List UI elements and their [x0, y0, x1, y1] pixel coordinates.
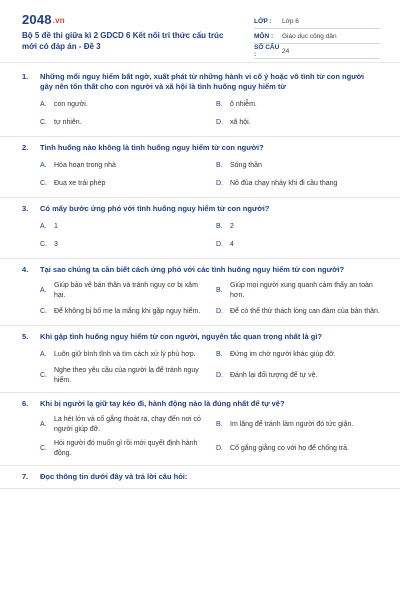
answer-option[interactable]: [216, 281, 388, 301]
answer-text: 1: [54, 223, 58, 230]
answer-letter: A.: [40, 287, 47, 294]
page-header: [0, 0, 400, 63]
answer-option[interactable]: [216, 439, 388, 459]
answer-option[interactable]: [40, 281, 212, 301]
answer-option[interactable]: [216, 348, 388, 362]
answer-text: xã hội.: [230, 119, 251, 126]
meta-value: 24: [282, 47, 290, 55]
answer-letter: C.: [40, 308, 47, 315]
answer-option[interactable]: [40, 177, 212, 191]
meta-row-count: [254, 44, 380, 59]
answer-text: Cố gắng giằng co với họ để chống trả.: [230, 445, 350, 452]
answer-option[interactable]: [40, 415, 212, 435]
question-item: [0, 332, 400, 393]
answer-text: Giúp bảo vệ bản thân và tránh nguy cơ bị xâm hại.: [54, 282, 198, 299]
question-text: Khi bị người lạ giữ tay kéo đi, hành động nào là đúng nhất để tự vệ?: [40, 399, 285, 408]
answer-options: [0, 415, 400, 459]
answer-letter: C.: [40, 119, 47, 126]
answer-text: Nghe theo yêu cầu của người lạ để tránh nguy hiểm.: [54, 367, 199, 384]
answer-text: ô nhiễm.: [230, 101, 257, 108]
answer-text: Đua xe trái phép: [54, 180, 106, 187]
question-text: Tình huống nào không là tình huống nguy hiểm từ con người?: [40, 143, 264, 152]
answer-letter: B.: [216, 287, 223, 294]
answer-text: Luôn giữ bình tĩnh và tìm cách xử lý phù hợp.: [54, 351, 196, 358]
meta-value: Giáo dục công dân: [282, 32, 337, 40]
answer-option[interactable]: [216, 366, 388, 386]
answer-text: tự nhiên.: [54, 119, 82, 126]
answer-option[interactable]: [40, 348, 212, 362]
question-number: 4.: [22, 265, 29, 274]
answer-text: Hỏi người đó muốn gì rồi mới quyết định hành động.: [54, 440, 198, 457]
answer-letter: A.: [40, 421, 47, 428]
question-text: Khi gặp tình huống nguy hiểm từ con người, nguyên tắc quan trọng nhất là gì?: [40, 332, 323, 341]
answer-letter: D.: [216, 445, 223, 452]
answer-option[interactable]: [216, 159, 388, 173]
answer-options: [0, 98, 400, 130]
meta-label: LỚP :: [254, 17, 272, 25]
question-item: [0, 472, 400, 489]
answer-options: [0, 220, 400, 252]
logo-tld: .vn: [52, 16, 65, 25]
answer-letter: D.: [216, 241, 223, 248]
answer-text: 2: [230, 223, 234, 230]
question-item: [0, 204, 400, 259]
meta-row-grade: [254, 14, 380, 29]
logo-text: 2048: [22, 12, 52, 27]
answer-options: [0, 281, 400, 319]
answer-option[interactable]: [216, 177, 388, 191]
answer-option[interactable]: [40, 116, 212, 130]
answer-letter: D.: [216, 308, 223, 315]
answer-option[interactable]: [216, 238, 388, 252]
question-header: [0, 204, 400, 214]
answer-option[interactable]: [40, 220, 212, 234]
question-text: Đọc thông tin dưới đây và trả lời câu hỏi:: [40, 472, 188, 481]
question-number: 5.: [22, 332, 29, 341]
answer-options: [0, 159, 400, 191]
answer-letter: C.: [40, 180, 47, 187]
question-header: [0, 399, 400, 409]
answer-text: con người.: [54, 101, 88, 108]
answer-option[interactable]: [216, 415, 388, 435]
answer-letter: B.: [216, 101, 223, 108]
answer-letter: B.: [216, 351, 223, 358]
answer-letter: B.: [216, 421, 223, 428]
question-text: Những mối nguy hiểm bất ngờ, xuất phát từ những hành vi cố ý hoặc vô tình từ con người gây nên tổn thất cho con người và xã hội là tình huống nguy hiểm từ: [40, 72, 365, 91]
answer-text: 4: [230, 241, 234, 248]
document-title: Bộ 5 đề thi giữa kì 2 GDCD 6 Kết nối tri thức cấu trúc mới có đáp án - Đề 3: [22, 31, 224, 51]
answer-letter: C.: [40, 445, 47, 452]
answer-letter: D.: [216, 372, 223, 379]
question-text: Có mấy bước ứng phó với tình huống nguy hiểm từ con người?: [40, 204, 270, 213]
answer-option[interactable]: [216, 220, 388, 234]
answer-letter: D.: [216, 119, 223, 126]
answer-letter: A.: [40, 101, 47, 108]
answer-option[interactable]: [216, 98, 388, 112]
answer-option[interactable]: [40, 305, 212, 319]
answer-text: Để có thể thử thách lòng can đảm của bản thân.: [230, 308, 380, 315]
answer-text: Đánh lại đối tượng để tự vệ.: [230, 372, 318, 379]
answer-letter: B.: [216, 162, 223, 169]
answer-text: Để không bị bố mẹ la mắng khi gặp nguy hiểm.: [54, 308, 201, 315]
site-logo[interactable]: [22, 12, 65, 27]
question-header: [0, 472, 400, 482]
answer-option[interactable]: [216, 116, 388, 130]
answer-text: Đứng im chờ người khác giúp đỡ.: [230, 351, 336, 358]
question-list: [0, 72, 400, 495]
answer-text: Sóng thần: [230, 162, 262, 169]
answer-letter: A.: [40, 162, 47, 169]
answer-letter: A.: [40, 351, 47, 358]
answer-options: [0, 348, 400, 386]
answer-option[interactable]: [216, 305, 388, 319]
question-number: 1.: [22, 72, 29, 81]
answer-letter: C.: [40, 372, 47, 379]
answer-text: Nô đùa chạy nhảy khi đi cầu thang: [230, 180, 338, 187]
answer-option[interactable]: [40, 238, 212, 252]
question-header: [0, 143, 400, 153]
question-header: [0, 265, 400, 275]
answer-option[interactable]: [40, 159, 212, 173]
answer-option[interactable]: [40, 98, 212, 112]
question-header: [0, 72, 400, 92]
question-number: 7.: [22, 472, 29, 481]
meta-table: [254, 14, 380, 59]
answer-text: Im lặng để tránh làm người đó tức giận.: [230, 421, 354, 428]
answer-letter: B.: [216, 223, 223, 230]
answer-option[interactable]: [40, 439, 212, 459]
question-item: [0, 399, 400, 466]
question-item: [0, 143, 400, 198]
question-text: Tại sao chúng ta cần biết cách ứng phó với các tình huống nguy hiểm từ con người?: [40, 265, 345, 274]
question-item: [0, 265, 400, 326]
answer-text: 3: [54, 241, 58, 248]
answer-letter: D.: [216, 180, 223, 187]
answer-text: Giúp mọi người xung quanh cảm thấy an toàn hơn.: [230, 282, 373, 299]
question-item: [0, 72, 400, 137]
answer-text: Hỏa hoạn trong nhà: [54, 162, 116, 169]
question-number: 3.: [22, 204, 29, 213]
meta-label: SỐ CÂU :: [254, 44, 280, 58]
meta-value: Lớp 6: [282, 17, 299, 25]
answer-letter: C.: [40, 241, 47, 248]
meta-row-subject: [254, 29, 380, 44]
question-number: 2.: [22, 143, 29, 152]
answer-text: La hét lớn và cố gắng thoát ra, chạy đến nơi có người giúp đỡ.: [54, 416, 201, 433]
answer-letter: A.: [40, 223, 47, 230]
question-number: 6.: [22, 399, 29, 408]
meta-label: MÔN :: [254, 32, 274, 40]
answer-option[interactable]: [40, 366, 212, 386]
question-header: [0, 332, 400, 342]
